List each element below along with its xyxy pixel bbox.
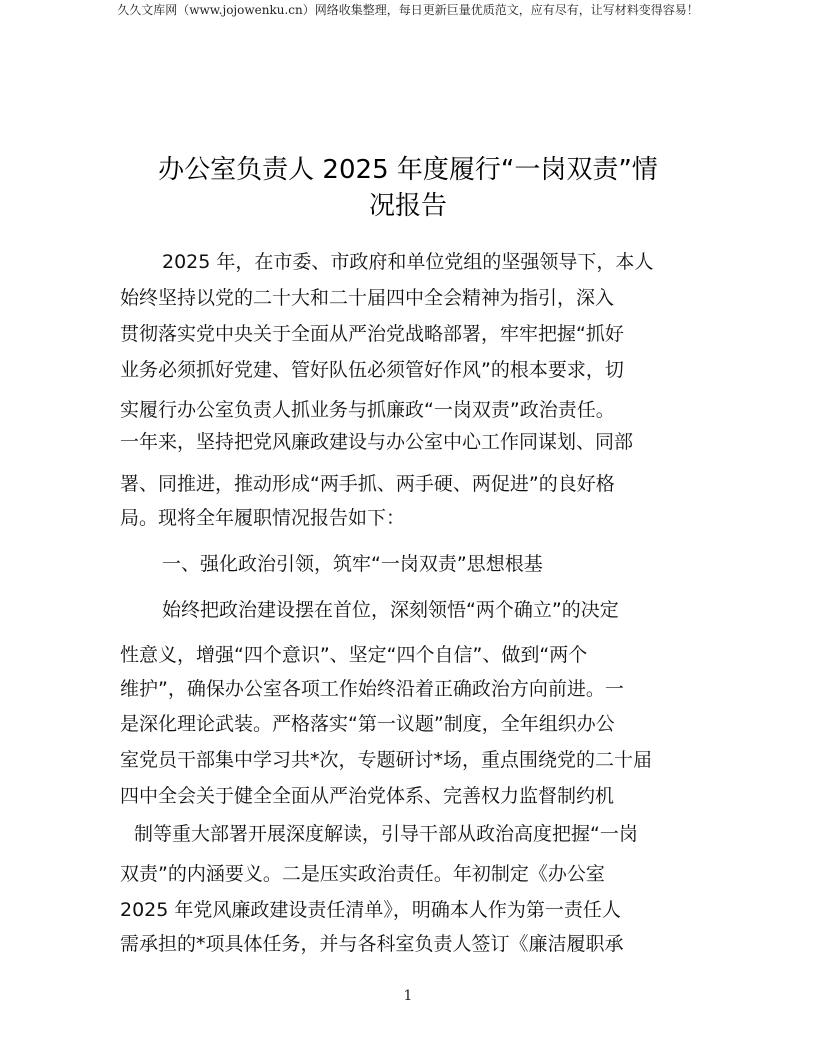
- body-line-2: 始终坚持以党的二十大和二十届四中全会精神为指引，深入: [120, 287, 615, 309]
- body-line-7: 署、同推进，推动形成“两手抓、两手硬、两促进”的良好格: [120, 473, 615, 495]
- document-title: [100, 152, 716, 224]
- body-line-6: 一年来，坚持把党风廉政建设与办公室中心工作同谋划、同部: [120, 431, 634, 453]
- title-line-2: 况报告: [368, 191, 447, 221]
- body-line-13: 是深化理论武装。严格落实“第一议题”制度，全年组织办公: [120, 713, 615, 735]
- body-line-15: 四中全会关于健全全面从严治党体系、完善权力监督制约机: [120, 785, 615, 807]
- body-line-8: 局。现将全年履职情况报告如下：: [120, 507, 406, 529]
- section-heading-1: 一、强化政治引领，筑牢“一岗双责”思想根基: [162, 553, 543, 575]
- body-line-5: 实履行办公室负责人抓业务与抓廉政“一岗双责”政治责任。: [120, 399, 615, 421]
- title-line-1: 办公室负责人 2025 年度履行“一岗双责”情: [158, 155, 658, 185]
- body-line-1: 2025 年，在市委、市政府和单位党组的坚强领导下，本人: [162, 251, 654, 273]
- page-number: 1: [403, 988, 413, 1004]
- body-line-18: 2025 年党风廉政建设责任清单》，明确本人作为第一责任人: [120, 899, 621, 921]
- body-line-3: 贯彻落实党中央关于全面从严治党战略部署，牢牢把握“抓好: [120, 323, 624, 345]
- body-line-12: 维护”，确保办公室各项工作始终沿着正确政治方向前进。一: [120, 678, 624, 700]
- body-line-16: 制等重大部署开展深度解读，引导干部从政治高度把握“一岗: [134, 823, 638, 845]
- body-line-14: 室党员干部集中学习共*次，专题研讨*场，重点围绕党的二十届: [120, 749, 653, 771]
- body-line-4: 业务必须抓好党建、管好队伍必须管好作风”的根本要求，切: [120, 359, 624, 381]
- body-line-10: 始终把政治建设摆在首位，深刻领悟“两个确立”的决定: [162, 599, 619, 621]
- body-line-11: 性意义，增强“四个意识”、坚定“四个自信”、做到“两个: [120, 644, 588, 666]
- body-line-19: 需承担的*项具体任务，并与各科室负责人签订《廉洁履职承: [120, 933, 624, 955]
- body-line-17: 双责”的内涵要义。二是压实政治责任。年初制定《办公室: [120, 863, 605, 885]
- header-note: 久久文库网（www.jojowenku.cn）网络收集整理，每日更新巨量优质范文，应有尽有，让写材料变得容易！: [117, 3, 699, 17]
